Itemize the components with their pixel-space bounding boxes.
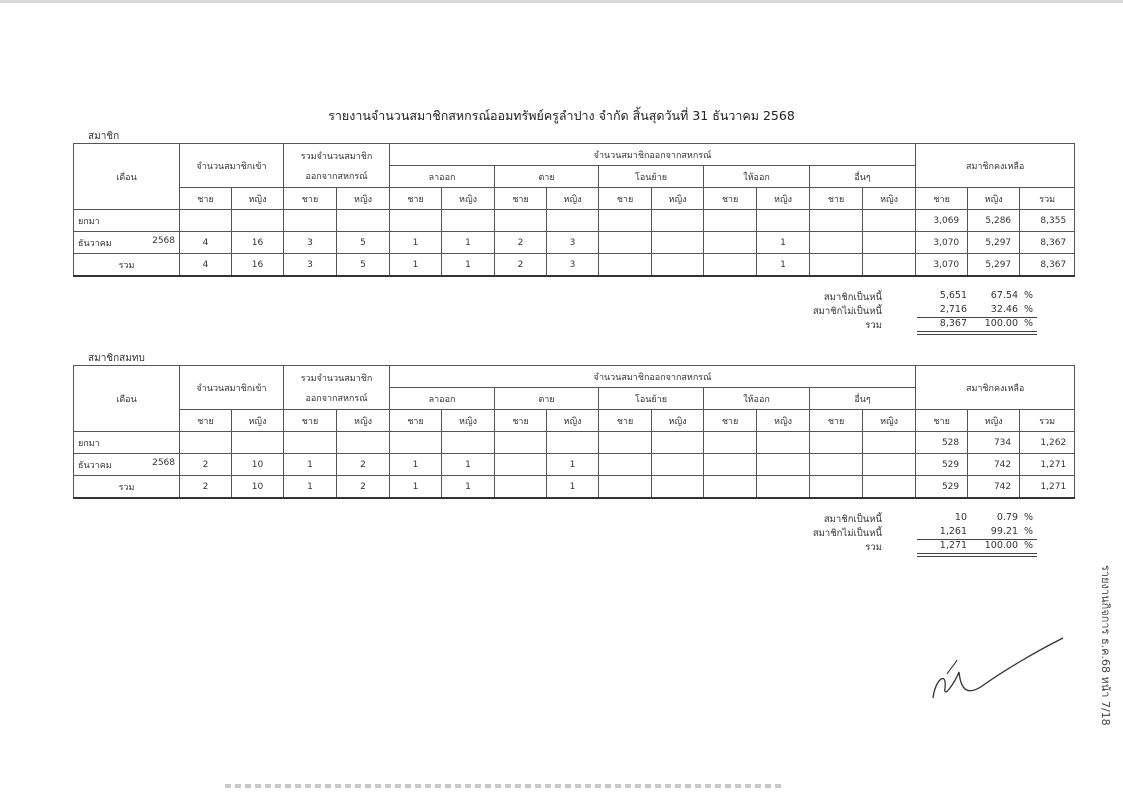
header-female: หญิง — [968, 410, 1020, 432]
summary-value: 8,367 — [939, 318, 967, 329]
header-male: ชาย — [180, 410, 232, 432]
header-left-total — [284, 144, 390, 188]
header-total: รวม — [1020, 410, 1075, 432]
header-female: หญิง — [863, 188, 916, 210]
summary-percent: 67.54 — [990, 290, 1018, 301]
cell-jf — [232, 432, 284, 454]
table-row — [74, 454, 1075, 476]
header-male: ชาย — [599, 410, 652, 432]
summary-value: 5,651 — [939, 290, 967, 301]
summary-value: 1,261 — [939, 526, 967, 537]
header-row-3 — [74, 410, 1075, 432]
cell-rem-t: 8,367 — [1020, 232, 1075, 254]
row-month-name: ยกมา — [78, 438, 100, 449]
cell-ef — [863, 454, 916, 476]
cell-tf — [337, 210, 390, 232]
cell-tf: 5 — [337, 254, 390, 277]
header-female: หญิง — [442, 188, 495, 210]
cell-xm — [704, 254, 757, 277]
header-male: ชาย — [284, 410, 337, 432]
cell-jm: 2 — [180, 476, 232, 499]
cell-tm — [284, 432, 337, 454]
header-row-1 — [74, 144, 1075, 166]
summary-unit: % — [1024, 540, 1034, 551]
cell-ef — [863, 254, 916, 277]
cell-om — [599, 432, 652, 454]
header-left-total-line1: รวมจำนวนสมาชิก — [300, 373, 373, 384]
header-female: หญิง — [863, 410, 916, 432]
cell-rem-t: 1,271 — [1020, 454, 1075, 476]
cell-of — [652, 432, 704, 454]
cell-xm — [704, 432, 757, 454]
signature-icon — [925, 630, 1065, 710]
row-month-name: ธันวาคม — [78, 460, 112, 471]
cell-rf: 1 — [442, 476, 495, 499]
cell-jm — [180, 432, 232, 454]
row-month-name: ธันวาคม — [78, 238, 112, 249]
summary-percent: 100.00 — [984, 540, 1018, 551]
header-female: หญิง — [337, 410, 390, 432]
cell-ef — [863, 210, 916, 232]
header-joined: จำนวนสมาชิกเข้า — [180, 366, 284, 410]
cell-xf — [757, 454, 810, 476]
cell-rf: 1 — [442, 232, 495, 254]
header-row-3 — [74, 188, 1075, 210]
cell-tm: 3 — [284, 232, 337, 254]
row-year: 2568 — [152, 235, 175, 246]
header-female: หญิง — [232, 188, 284, 210]
cell-rm: 1 — [390, 454, 442, 476]
cell-xm — [704, 210, 757, 232]
table-row — [74, 232, 1075, 254]
cell-tm: 1 — [284, 454, 337, 476]
header-other: อื่นๆ — [810, 388, 916, 410]
cell-xf — [757, 432, 810, 454]
cell-rm — [390, 210, 442, 232]
cell-em — [810, 454, 863, 476]
row-month: รวม — [74, 476, 180, 499]
section-label-members: สมาชิก — [88, 131, 120, 142]
table-row — [74, 254, 1075, 277]
cell-of — [652, 210, 704, 232]
header-other: อื่นๆ — [810, 166, 916, 188]
table-row — [74, 476, 1075, 499]
cell-rem-f: 5,297 — [968, 254, 1020, 277]
header-left-total — [284, 366, 390, 410]
table-row — [74, 432, 1075, 454]
cell-jf — [232, 210, 284, 232]
header-female: หญิง — [547, 188, 599, 210]
summary-double-underline — [917, 331, 1037, 332]
cell-rem-t: 1,271 — [1020, 476, 1075, 499]
header-male: ชาย — [495, 410, 547, 432]
header-resign: ลาออก — [390, 388, 495, 410]
header-female: หญิง — [442, 410, 495, 432]
header-male: ชาย — [180, 188, 232, 210]
cell-rm: 1 — [390, 232, 442, 254]
cell-em — [810, 476, 863, 499]
summary-unit: % — [1024, 304, 1034, 315]
header-male: ชาย — [390, 188, 442, 210]
header-remaining: สมาชิกคงเหลือ — [916, 366, 1075, 410]
cell-om — [599, 210, 652, 232]
cell-jm: 4 — [180, 254, 232, 277]
scan-top-edge — [0, 0, 1123, 3]
scan-bottom-text — [225, 784, 785, 788]
cell-rem-m: 529 — [916, 454, 968, 476]
page-side-note: รายงานกิจการ ธ.ค.68 หน้า 7/18 — [1099, 565, 1112, 726]
summary-percent: 99.21 — [990, 526, 1018, 537]
header-dismissed: ให้ออก — [704, 166, 810, 188]
header-remaining: สมาชิกคงเหลือ — [916, 144, 1075, 188]
row-month: รวม — [74, 254, 180, 277]
cell-rem-m: 529 — [916, 476, 968, 499]
cell-df: 3 — [547, 232, 599, 254]
section-label-associate: สมาชิกสมทบ — [88, 353, 145, 364]
summary-percent: 32.46 — [990, 304, 1018, 315]
cell-rf: 1 — [442, 254, 495, 277]
cell-em — [810, 432, 863, 454]
header-female: หญิง — [547, 410, 599, 432]
cell-xm — [704, 232, 757, 254]
cell-om — [599, 232, 652, 254]
cell-df: 3 — [547, 254, 599, 277]
header-female: หญิง — [232, 410, 284, 432]
header-death: ตาย — [495, 388, 599, 410]
cell-df: 1 — [547, 476, 599, 499]
summary-unit: % — [1024, 290, 1034, 301]
summary-double-underline — [917, 556, 1037, 557]
row-year: 2568 — [152, 457, 175, 468]
cell-xf: 1 — [757, 232, 810, 254]
summary-percent: 0.79 — [996, 512, 1018, 523]
summary-percent: 100.00 — [984, 318, 1018, 329]
header-female: หญิง — [968, 188, 1020, 210]
header-female: หญิง — [757, 410, 810, 432]
header-female: หญิง — [757, 188, 810, 210]
cell-xf — [757, 210, 810, 232]
cell-jf: 16 — [232, 254, 284, 277]
cell-rm — [390, 432, 442, 454]
row-month — [74, 210, 180, 232]
header-dismissed: ให้ออก — [704, 388, 810, 410]
header-male: ชาย — [704, 188, 757, 210]
cell-dm — [495, 432, 547, 454]
cell-em — [810, 210, 863, 232]
cell-df: 1 — [547, 454, 599, 476]
cell-dm — [495, 476, 547, 499]
members-table — [73, 143, 1075, 277]
header-left-total-line1: รวมจำนวนสมาชิก — [300, 151, 373, 162]
cell-rm: 1 — [390, 254, 442, 277]
header-death: ตาย — [495, 166, 599, 188]
cell-of — [652, 232, 704, 254]
header-male: ชาย — [810, 410, 863, 432]
header-male: ชาย — [916, 188, 968, 210]
cell-rem-f: 5,297 — [968, 232, 1020, 254]
summary-value: 1,271 — [939, 540, 967, 551]
cell-tf: 2 — [337, 476, 390, 499]
cell-rem-m: 3,070 — [916, 254, 968, 277]
summary-unit: % — [1024, 512, 1034, 523]
cell-rem-m: 3,069 — [916, 210, 968, 232]
cell-om — [599, 454, 652, 476]
cell-xf: 1 — [757, 254, 810, 277]
summary-value: 2,716 — [939, 304, 967, 315]
header-female: หญิง — [652, 410, 704, 432]
cell-rem-f: 742 — [968, 454, 1020, 476]
cell-tm: 1 — [284, 476, 337, 499]
summary-unit: % — [1024, 318, 1034, 329]
cell-rem-m: 3,070 — [916, 232, 968, 254]
cell-rem-m: 528 — [916, 432, 968, 454]
cell-xf — [757, 476, 810, 499]
cell-ef — [863, 476, 916, 499]
header-month: เดือน — [74, 366, 180, 432]
header-left-detail: จำนวนสมาชิกออกจากสหกรณ์ — [390, 144, 916, 166]
cell-dm: 2 — [495, 254, 547, 277]
header-female: หญิง — [337, 188, 390, 210]
cell-xm — [704, 476, 757, 499]
cell-jm: 2 — [180, 454, 232, 476]
summary-double-underline — [917, 553, 1037, 554]
summary-unit: % — [1024, 526, 1034, 537]
cell-tf: 2 — [337, 454, 390, 476]
cell-of — [652, 454, 704, 476]
cell-rf — [442, 210, 495, 232]
header-joined: จำนวนสมาชิกเข้า — [180, 144, 284, 188]
row-month — [74, 232, 180, 254]
cell-rem-f: 5,286 — [968, 210, 1020, 232]
cell-of — [652, 476, 704, 499]
summary-label: สมาชิกเป็นหนี้ — [823, 292, 882, 303]
cell-tf — [337, 432, 390, 454]
cell-xm — [704, 454, 757, 476]
cell-rem-t: 8,367 — [1020, 254, 1075, 277]
header-transfer: โอนย้าย — [599, 166, 704, 188]
summary-label: รวม — [865, 542, 882, 553]
cell-jf: 10 — [232, 454, 284, 476]
header-male: ชาย — [390, 410, 442, 432]
header-male: ชาย — [284, 188, 337, 210]
cell-jm — [180, 210, 232, 232]
header-male: ชาย — [704, 410, 757, 432]
header-male: ชาย — [599, 188, 652, 210]
cell-tm — [284, 210, 337, 232]
row-month — [74, 432, 180, 454]
header-male: ชาย — [916, 410, 968, 432]
cell-tm: 3 — [284, 254, 337, 277]
cell-rm: 1 — [390, 476, 442, 499]
header-male: ชาย — [810, 188, 863, 210]
header-left-total-line2: ออกจากสหกรณ์ — [305, 171, 368, 182]
header-left-detail: จำนวนสมาชิกออกจากสหกรณ์ — [390, 366, 916, 388]
cell-rf — [442, 432, 495, 454]
cell-em — [810, 232, 863, 254]
cell-jf: 10 — [232, 476, 284, 499]
cell-jm: 4 — [180, 232, 232, 254]
cell-dm — [495, 454, 547, 476]
cell-jf: 16 — [232, 232, 284, 254]
cell-rem-f: 742 — [968, 476, 1020, 499]
header-month: เดือน — [74, 144, 180, 210]
header-transfer: โอนย้าย — [599, 388, 704, 410]
row-month-name: ยกมา — [78, 216, 100, 227]
summary-double-underline — [917, 334, 1037, 335]
cell-rem-t: 8,355 — [1020, 210, 1075, 232]
cell-df — [547, 210, 599, 232]
summary-label: สมาชิกไม่เป็นหนี้ — [812, 528, 882, 539]
associate-members-table — [73, 365, 1075, 499]
summary-label: สมาชิกไม่เป็นหนี้ — [812, 306, 882, 317]
header-female: หญิง — [652, 188, 704, 210]
header-male: ชาย — [495, 188, 547, 210]
cell-om — [599, 254, 652, 277]
summary-value: 10 — [954, 512, 967, 523]
header-left-total-line2: ออกจากสหกรณ์ — [305, 393, 368, 404]
header-total: รวม — [1020, 188, 1075, 210]
cell-rem-f: 734 — [968, 432, 1020, 454]
cell-em — [810, 254, 863, 277]
cell-tf: 5 — [337, 232, 390, 254]
header-resign: ลาออก — [390, 166, 495, 188]
table-row — [74, 210, 1075, 232]
summary-label: สมาชิกเป็นหนี้ — [823, 514, 882, 525]
summary-label: รวม — [865, 320, 882, 331]
cell-ef — [863, 432, 916, 454]
cell-dm: 2 — [495, 232, 547, 254]
cell-rf: 1 — [442, 454, 495, 476]
cell-dm — [495, 210, 547, 232]
report-title: รายงานจำนวนสมาชิกสหกรณ์ออมทรัพย์ครูลำปาง จำกัด สิ้นสุดวันที่ 31 ธันวาคม 2568 — [328, 108, 795, 123]
cell-df — [547, 432, 599, 454]
header-row-1 — [74, 366, 1075, 388]
cell-rem-t: 1,262 — [1020, 432, 1075, 454]
cell-of — [652, 254, 704, 277]
cell-om — [599, 476, 652, 499]
cell-ef — [863, 232, 916, 254]
row-month — [74, 454, 180, 476]
